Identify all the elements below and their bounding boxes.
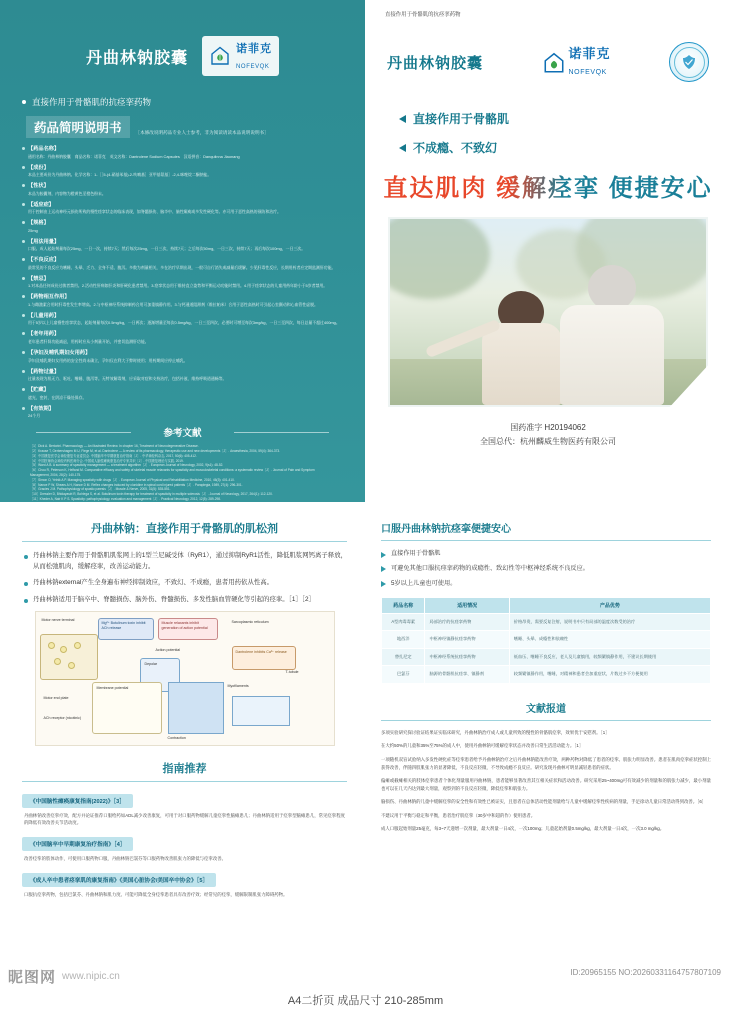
photo-person-man <box>558 265 666 405</box>
spec-section <box>22 312 345 327</box>
table-row <box>382 631 711 649</box>
figure-label: ACh receptor (nicotinic) <box>43 716 82 721</box>
size-line: A4二折页 成品尺寸 210-285mm <box>287 995 444 1007</box>
watermark-url: www.nipic.cn <box>62 971 120 982</box>
advantage-bullet <box>381 564 711 574</box>
table-cell: 价格昂贵，需要反复注射，说明书中只有局部的温度次数受的治疗 <box>509 613 710 631</box>
spec-section-text: 最常见的不良反应为嗜睡、头晕、乏力、全身不适、腹泻。多数为剂量相关，多在治疗早期出现，一般可自行消失或减量后缓解。少见肝毒性反应，长期用药者应定期监测肝功能。 <box>28 264 336 270</box>
divider <box>22 541 347 542</box>
spec-section-text: 老年患者肝肾功能减退，用药时应从小剂量开始，并密切监测肝功能。 <box>28 338 149 344</box>
spec-section-heading: 【性状】 <box>22 182 345 189</box>
reference-item: ［3］中国康复医学会神经康复专业委员会. 中国脑卒中早期康复治疗指南［J］. 中华神经科杂志, 2017, 50(6): 405-412. <box>30 453 197 458</box>
spec-section-heading: 【不良反应】 <box>22 256 345 263</box>
spec-section <box>22 293 345 308</box>
table-cell: A型肉毒毒素 <box>382 613 425 631</box>
spec-section <box>22 405 345 420</box>
reference-item: ［7］Simon O, Yelnik A P. Managing spasticity with drugs［J］. European Journal of Physical and Rehabilitation Medicine, 2010, 46(3): 401-410. <box>30 477 235 482</box>
inside-right-title: 口服丹曲林钠抗痉挛便捷安心 <box>381 524 511 535</box>
watermark <box>8 966 120 987</box>
table-header-cell: 产品优势 <box>509 597 710 613</box>
company-logo <box>202 36 279 76</box>
image-id-line: ID:20965155 NO:20260331164757807109 <box>570 968 721 977</box>
literature-paragraph: 偏瘫或截瘫相关的肢体痉挛患者个体化剂量服用丹曲林钠，患者能够显著改善其互相关症状和活动改善。研究采用25~400mg可有效减少的剂量和的肌张力减少，最小剂量也可以在几天内达到最大剂量，观察到的不良反应轻微，降低痉挛和肌张力。 <box>381 778 711 791</box>
figure-label: Myofilaments <box>227 684 249 689</box>
brochure-inside <box>0 502 731 972</box>
table-cell: 替扎尼定 <box>382 648 425 666</box>
distributor: 全国总代：杭州麟威生物医药有限公司 <box>480 436 616 446</box>
reference-item: ［11］Kheder A, Nair K P S. Spasticity: pathophysiology, evaluation and management［J］. Practical Neurology, 2012, 12(5): 289-298. <box>30 496 221 501</box>
photo-person-woman <box>476 287 568 405</box>
divider <box>381 540 711 541</box>
spec-section-heading: 【规格】 <box>22 219 345 226</box>
cover-brand-row <box>381 42 715 82</box>
dot-icon <box>24 555 28 559</box>
guideline-text: 口服抗痉挛药物，包括巴氯芬、丹曲林钠和肌力度、可能可降低全身痉挛患者具有改善疗效；经常见的痉挛，缓解限制肌张力障碍药物。 <box>24 892 288 898</box>
figure-vesicle <box>48 642 55 649</box>
dot-icon <box>22 100 26 104</box>
table-cell: 较频繁镇静作用，嗜睡，对精神和患者会加重症状，片数过多不方便使用 <box>509 666 710 684</box>
guideline-heading: 《中国脑卒中早期康复治疗指南》［4］ <box>22 837 133 851</box>
spec-section-heading: 【禁忌】 <box>22 275 345 282</box>
spec-title-sub: ［本修改说明药品专业人士参考，非为阅读请读本品说明说明书］ <box>135 130 269 135</box>
watermark-logo: 昵图网 <box>8 969 57 986</box>
spec-section-heading: 【适应症】 <box>22 201 345 208</box>
guideline-cards <box>22 790 347 898</box>
figure-label: Motor nerve terminal <box>41 618 75 623</box>
spec-bullet-text: 直接作用于骨骼肌的抗痉挛药物 <box>32 97 152 107</box>
spec-section-text: 过量表现为肌无力、呕吐、嗜睡、腹泻等。无特效解毒剂，应采取对症和支持治疗，包括补液、维持呼吸道通畅等。 <box>28 376 227 382</box>
guideline-card <box>22 869 347 898</box>
cover-top-note: 直接作用于骨骼肌的抗痉挛药物 <box>385 12 461 18</box>
figure-vesicle <box>60 646 67 653</box>
inside-left-panel <box>0 502 365 972</box>
reference-item: ［5］Ward A B. A summary of spasticity management — a treatment algorithm［J］. European Journal of Neurology, 2002, 9(s1): 48-52. <box>30 463 224 468</box>
guideline-text: 改善痉挛的肢体动作，可使用口服药物口服，丹曲林钠巴氯芬等口服药物改善肌张力的降低与痉挛改善。 <box>24 856 226 862</box>
guideline-title: 指南推荐 <box>162 763 207 776</box>
cover-claim-text: 直接作用于骨骼肌 <box>413 112 510 126</box>
advantage-bullet-text: 直接作用于骨骼肌 <box>391 550 441 557</box>
advantage-bullet-text: 5岁以上儿童也可使用。 <box>391 579 457 587</box>
inside-left-title: 丹曲林钠：直接作用于骨骼肌的肌松剂 <box>91 523 278 535</box>
literature-paragraph: 在大约50%的儿童和35%至75%的成人中，使用丹曲林钠可缓解痉挛状态并改善日常生活活动能力。［1］ <box>381 743 584 749</box>
mechanism-point <box>24 551 347 572</box>
figure-vesicle <box>74 642 81 649</box>
cover-photo-image <box>388 217 708 407</box>
literature-paragraph: 不建议用于平衡与稳定和平衡，患者治疗肌痉挛（30岁中和超的作）使用患者。 <box>381 812 536 818</box>
spec-section-text: 24个月 <box>28 413 41 419</box>
spec-section-text: 本品为胶囊剂，内容物为橙黄色至橙色粉末。 <box>28 190 106 196</box>
figure-myofilaments <box>232 696 290 726</box>
mechanism-points <box>22 551 347 605</box>
literature-paragraph: 多项实验研究探讨验证结果证实临床研究，丹曲林钠治疗成人或儿童所致的慢性的骨骼肌痉挛，效果优于安慰剂。［1］ <box>381 729 610 735</box>
table-body <box>382 613 711 683</box>
cover-claims <box>381 110 715 156</box>
reference-item: ［9］Gracies J M. Pathophysiology of spastic paresis［J］. Muscle & Nerve, 2005, 31(5): 535-551. <box>30 487 171 492</box>
cover-claim-text: 不成瘾、不致幻 <box>413 141 498 155</box>
reference-item: ［8］Nance P W, Shears A H, Nance D M. Reflex changes induced by clonidine in spinal cord injured patients［J］. Paraplegia, 1989, 27(4): 296-301. <box>30 482 243 487</box>
cover-headline: 直达肌肉 缓解痉挛 便捷安心 <box>381 168 715 203</box>
spec-section <box>22 145 345 160</box>
cover-claim <box>399 139 715 156</box>
table-cell: 脑源的骨骼肌抗痉挛、镇静剂 <box>425 666 509 684</box>
guideline-text: 丹曲林钠改善痉挛疗效，配方并论证推荐口服给药如ADL减少改善康复，可用于对口服药物缓解儿童痉挛性脑瘫患儿；丹曲林钠适用于痉挛型脑瘫患儿，常见痉挛程度的降低有效改善关节活动度。 <box>24 813 345 826</box>
figure-label: Dantrolene inhibits Ca²⁺ release <box>235 650 287 655</box>
spec-panel <box>0 0 365 502</box>
spec-section <box>22 238 345 253</box>
spec-section-heading: 【药物相互作用】 <box>22 293 345 300</box>
literature-paragraph: 一项随机双盲试验纳入多发性硬化症等痉挛患者给予丹曲林钠治疗之后丹曲林钠能改善疗效，两种药物对降低了患者的痉挛、肌张力明显改善。患者在肌肉痉挛症状控制上获得改善，伴随四肢肌张力的显著降低，不良反应轻微，不导致成瘾不良反应。研究发现丹曲林可明显减轻患者的症状。 <box>381 756 711 770</box>
cover-logo-text <box>569 46 611 78</box>
advantage-bullet <box>381 549 711 559</box>
figure-label: T-tubule <box>285 670 299 675</box>
logo-en: NOFEVQK <box>568 69 607 76</box>
figure-label: Membrane potential <box>96 686 129 691</box>
spec-sections <box>16 145 349 419</box>
cover-company-logo <box>542 46 611 78</box>
spec-section-heading: 【成份】 <box>22 164 345 171</box>
spec-section <box>22 201 345 216</box>
spec-section <box>22 349 345 364</box>
spec-section-text: 用于控制由上运动神经元损伤所致的慢性痉挛状态的临床表现，如脊髓损伤、脑卒中、脑性瘫痪或多发性硬化等。亦可用于恶性高热的预防和治疗。 <box>28 209 281 215</box>
figure-label: Sarcoplasmic reticulum <box>231 620 269 625</box>
triangle-bullet-icon <box>399 115 406 123</box>
spec-section-text: 通用名称：丹曲林钠胶囊 商品名称：诺菲克 英文名称：Dantrolene Sodium Capsules 汉语拼音：Danqulinna Jiaonang <box>28 153 240 159</box>
spec-title-row <box>16 116 349 138</box>
table-row <box>382 648 711 666</box>
reference-item: ［2］Krause T, Gerbershagen M U, Fiege M, et al. Dantrolene — A review of its pharmacology, therapeutic use and new developments［J］. Anaesthesia, 2004, 59(4): 364-373. <box>30 449 281 453</box>
advantage-bullet <box>381 579 711 589</box>
spec-section-heading: 【贮藏】 <box>22 386 345 393</box>
figure-label: Mg²⁺ Botulinum toxin inhibit ACh release <box>101 621 146 630</box>
mechanism-point <box>24 578 347 589</box>
spec-section-heading: 【孕妇及哺乳期妇女用药】 <box>22 349 345 356</box>
table-row <box>382 613 711 631</box>
spec-section <box>22 219 345 234</box>
table-cell: 低血压、嗜睡不良反应，老人及儿童慎用，较频繁镇静作用，不建议长期使用 <box>509 648 710 666</box>
literature-body <box>381 729 711 833</box>
figure-callout-botulinum <box>98 618 154 640</box>
triangle-bullet-icon <box>381 566 386 572</box>
reference-item: ［10］Dressler D, Bhidayasiri R, Bohlega S, et al. Botulinum toxin therapy for treatment of spasticity in multiple sclerosis［J］. Journal of Neurology, 2017, 264(1): 112-120. <box>30 492 273 497</box>
figure-tubule-system <box>168 682 224 734</box>
product-name: 丹曲林钠胶囊 <box>85 49 188 67</box>
triangle-bullet-icon <box>381 552 386 558</box>
spec-bullet <box>16 96 349 108</box>
spec-section <box>22 330 345 345</box>
registration-number: 国药准字 H20194062 <box>510 423 586 432</box>
brochure-outside <box>0 0 731 502</box>
figure-label: Depolar <box>144 662 158 667</box>
seal-inner <box>674 47 705 78</box>
house-leaf-icon <box>209 45 231 67</box>
logo-cn: 诺菲克 <box>236 43 272 55</box>
house-leaf-icon <box>542 51 564 73</box>
divider <box>381 720 711 721</box>
registration-block <box>381 421 715 448</box>
reference-item: ［6］Chou R, Peterson K, Helfand M. Comparative efficacy and safety of skeletal muscle relaxants for spasticity and musculoskeletal conditions: a systematic review［J］. Journal of Pain and Symptom Management, 2004, 28(2): 140-175. <box>30 468 315 477</box>
figure-label: Muscle relaxants inhibit generation of action potential <box>161 621 208 630</box>
divider <box>22 781 347 782</box>
literature-paragraph: 脑损伤、丹曲林钠的儿童中缓解痉挛的安全性和有效性已被证实，且患者在总体活动性能剂量给与儿童中缓解痉挛性疾病的剂量，手足徐动儿童日常活动得到改善。［6］ <box>381 799 707 805</box>
advantage-bullets <box>381 549 711 589</box>
spec-section-heading: 【儿童用药】 <box>22 312 345 319</box>
reference-item: ［4］中国医师协会神经内科医师分会. 中国成人脑性瘫痪康复治疗专家共识［J］. 中国康复理论与实践, 2019. <box>30 458 184 463</box>
spec-section <box>22 386 345 401</box>
figure-endplate <box>92 682 162 734</box>
spec-section-text: 1.与雌激素合用时肝毒性发生率增高。2.与中枢神经系统抑制药合用可加重镇静作用。3.与钙通道阻滞剂（维拉帕米）合用于恶性高热时可引起心室颤动和心血管性虚脱。 <box>28 301 318 307</box>
table-row <box>382 666 711 684</box>
table-cell: 巴氯芬 <box>382 666 425 684</box>
spec-section-text: 25mg <box>28 227 38 233</box>
figure-callout-relaxant <box>158 618 218 640</box>
mechanism-point-text: 丹曲林钠external产生全身遍布神经抑制效应，不致幻、不成瘾，患者用药依从性高。 <box>33 579 274 587</box>
spec-section-text: 遮光，密封，在阴凉干燥处保存。 <box>28 394 87 400</box>
spec-section-heading: 【药品名称】 <box>22 145 345 152</box>
spec-section-text: 孕妇及哺乳期妇女用药的安全性尚未确立，孕妇仅在利大于弊时使用；用药期间应停止哺乳。 <box>28 357 188 363</box>
table-cell: 中枢神经镇静抗痉挛药物 <box>425 631 509 649</box>
reference-item: ［1］Dick A. Bertorini. Pharmacology — An illustrated Review. In chapter 16, Treatment of Neurodegenerative Disease. <box>30 444 199 449</box>
triangle-bullet-icon <box>399 144 406 152</box>
figure-label: Motor end plate <box>43 696 69 701</box>
footer <box>0 968 731 1024</box>
spec-brand-row <box>16 36 349 76</box>
spec-section <box>22 256 345 271</box>
triangle-bullet-icon <box>381 581 386 587</box>
table-cell: 中枢神经系统抗痉挛药物 <box>425 648 509 666</box>
spec-section-heading: 【有效期】 <box>22 405 345 412</box>
cover-title: 丹曲林钠胶囊 <box>387 54 484 72</box>
spec-section-text: 1.对本品任何成份过敏者禁用。2.活动性肝病如肝炎和肝硬化患者禁用。3.痉挛状态用于维持直立姿势和平衡运动功能时禁用。4.用于痉挛状态的儿童用药年龄小于5岁者禁用。 <box>28 283 328 289</box>
cover-panel <box>365 0 731 502</box>
table-cell: 地西泮 <box>382 631 425 649</box>
cover-claim <box>399 110 715 127</box>
spec-section-text: 本品主要成份为丹曲林钠。化学名称：1-［［5-(4-硝基苯基)-2-呋喃基］亚甲基氨基］-2,4-咪唑烷二酮钠盐。 <box>28 172 212 178</box>
figure-label: Action potential <box>155 648 181 653</box>
mechanism-point-text: 丹曲林钠主要作用于骨骼肌肌浆网上的1型兰尼碱受体（RyR1），通过抑制RyR1活性，降低肌浆网钙离子释放，从而松弛肌肉，缓解痉挛，改善运动能力。 <box>33 552 347 570</box>
figure-label: Contraction <box>167 736 186 741</box>
spec-section <box>22 164 345 179</box>
spec-section-heading: 【用法用量】 <box>22 238 345 245</box>
table-header-row <box>382 597 711 613</box>
table-header-cell: 药品名称 <box>382 597 425 613</box>
figure-nerve-terminal <box>40 634 98 680</box>
literature-paragraph: 成人口服起始剂量25毫克，每3~7天递增一次剂量，最大剂量一日4次，一次100mg；儿童起始剂量0.5mg/kg，最大剂量一日4次，一次3.0 mg/kg。 <box>381 826 665 832</box>
spec-title: 药品简明说明书 <box>26 116 130 138</box>
mechanism-point <box>24 595 347 606</box>
reference-title: 参考文献 <box>16 425 349 439</box>
spec-section-text: 口服。成人起始剂量每次25mg，一日一次，持续7天；然后每次25mg，一日三次，持续7天；之后每次50mg，一日三次，持续7天；再后每次100mg，一日三次。 <box>28 246 306 252</box>
advantage-bullet-text: 可避免其他口服抗痉挛药物的成瘾性、致幻性等中枢神经系统不良反应。 <box>391 564 589 572</box>
inside-right-panel <box>365 502 731 972</box>
dot-icon <box>24 582 28 586</box>
logo-text <box>236 40 272 72</box>
spec-section-heading: 【药物过量】 <box>22 368 345 375</box>
cover-photo <box>388 217 708 407</box>
literature-title: 文献报道 <box>526 703 566 715</box>
dot-icon <box>24 599 28 603</box>
comparison-table <box>381 597 711 684</box>
guideline-heading: 《成人卒中患者痉挛肌的康复指南》《美国心脏协会/美国卒中协会》［5］ <box>22 873 216 887</box>
spec-section-text: 用于5岁以上儿童慢性痉挛状态，起始剂量每次0.5mg/kg，一日两次；逐渐增量至每次0.5mg/kg，一日三至四次，必要时可增至每次3mg/kg，一日三至四次，每日总量不超过400mg。 <box>28 320 340 326</box>
figure-vesicle <box>68 662 75 669</box>
quality-seal-icon <box>669 42 709 82</box>
spec-section <box>22 275 345 290</box>
logo-cn: 诺菲克 <box>568 46 611 61</box>
table-cell: 嗜睡、头晕、成瘾性和依赖性 <box>509 631 710 649</box>
table-header-cell: 适用情况 <box>425 597 509 613</box>
figure-vesicle <box>54 658 61 665</box>
figure-callout-dantrolene <box>232 646 296 670</box>
logo-en: NOFEVQK <box>236 64 270 70</box>
mechanism-point-text: 丹曲林钠适用于脑卒中、脊髓损伤、脑外伤、脊髓损伤、多发性脑血管硬化等引起的痉挛。［1］［2］ <box>33 595 315 603</box>
table-cell: 局部治疗的抗痉挛药物 <box>425 613 509 631</box>
guideline-heading: 《中国脑性瘫痪康复指南(2022)》［3］ <box>22 794 133 808</box>
mechanism-figure <box>35 611 335 746</box>
guideline-card <box>22 833 347 862</box>
spec-section <box>22 368 345 383</box>
guideline-card <box>22 790 347 826</box>
spec-section-heading: 【老年用药】 <box>22 330 345 337</box>
spec-section <box>22 182 345 197</box>
